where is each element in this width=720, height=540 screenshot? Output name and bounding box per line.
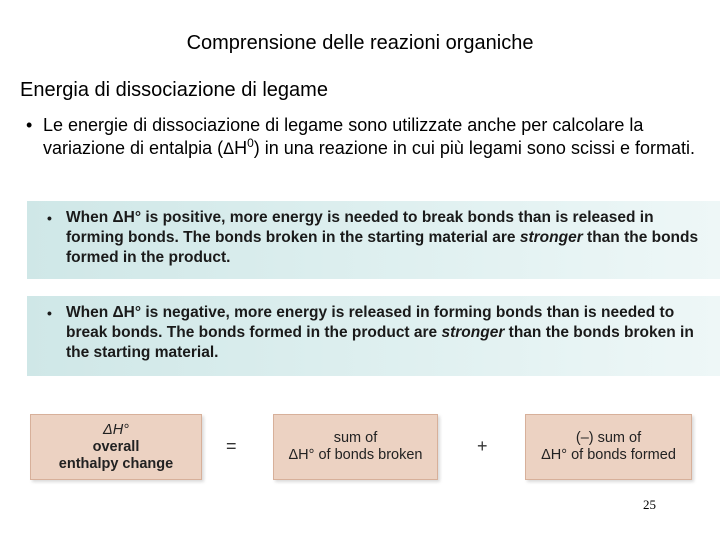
panel-emphasis: stronger — [519, 229, 583, 246]
bonds-broken-box — [273, 414, 438, 480]
bonds-formed-box — [525, 414, 692, 480]
delta-symbol: Δ — [223, 139, 235, 158]
section-heading: Energia di dissociazione di legame — [20, 79, 328, 101]
page-number: 25 — [643, 497, 656, 512]
panel-text — [27, 296, 720, 363]
panel-bullet-marker: • — [47, 305, 52, 321]
panel-text-part1: When ΔH° is positive, more energy is needed to break bonds than is released in forming bonds. The bonds broken in the starting material are — [66, 209, 654, 246]
panel-text — [27, 201, 720, 268]
term3-line2: ΔH° of bonds formed — [541, 447, 676, 463]
panel-text-part2: than the bonds formed in the product. — [66, 229, 699, 266]
bullet-text-before: Le energie di dissociazione di legame sono utilizzate anche per calcolare la variazione di entalpia ( — [43, 115, 644, 158]
plus-sign: + — [477, 436, 488, 456]
overall-enthalpy-box — [30, 414, 202, 480]
term2-line1: sum of — [333, 430, 378, 446]
panel-text-part2: than the bonds broken in the starting material. — [66, 324, 694, 361]
enthalpy-symbol: H — [234, 138, 248, 158]
panel-bullet-marker: • — [47, 210, 52, 226]
term1-line1: ΔH° — [102, 421, 129, 438]
bullet-text — [26, 114, 706, 160]
negative-enthalpy-panel — [27, 296, 720, 376]
panel-emphasis: stronger — [441, 324, 505, 341]
term1-line2: overall — [92, 438, 140, 455]
positive-enthalpy-panel — [27, 201, 720, 279]
panel-text-part1: When ΔH° is negative, more energy is released in forming bonds than is needed to break bonds. The bonds formed in the product are — [66, 304, 675, 341]
standard-superscript: 0 — [247, 136, 254, 150]
term1-line3: enthalpy change — [58, 455, 174, 472]
bullet-enthalpy — [26, 114, 706, 160]
bullet-text-after: ) in una reazione in cui più legami sono scissi e formati. — [253, 138, 695, 158]
term3-line1: (–) sum of — [575, 430, 642, 446]
term2-line2: ΔH° of bonds broken — [288, 447, 423, 463]
bullet-marker: • — [26, 115, 33, 135]
equals-sign: = — [226, 436, 237, 456]
slide-title: Comprensione delle reazioni organiche — [186, 32, 534, 54]
